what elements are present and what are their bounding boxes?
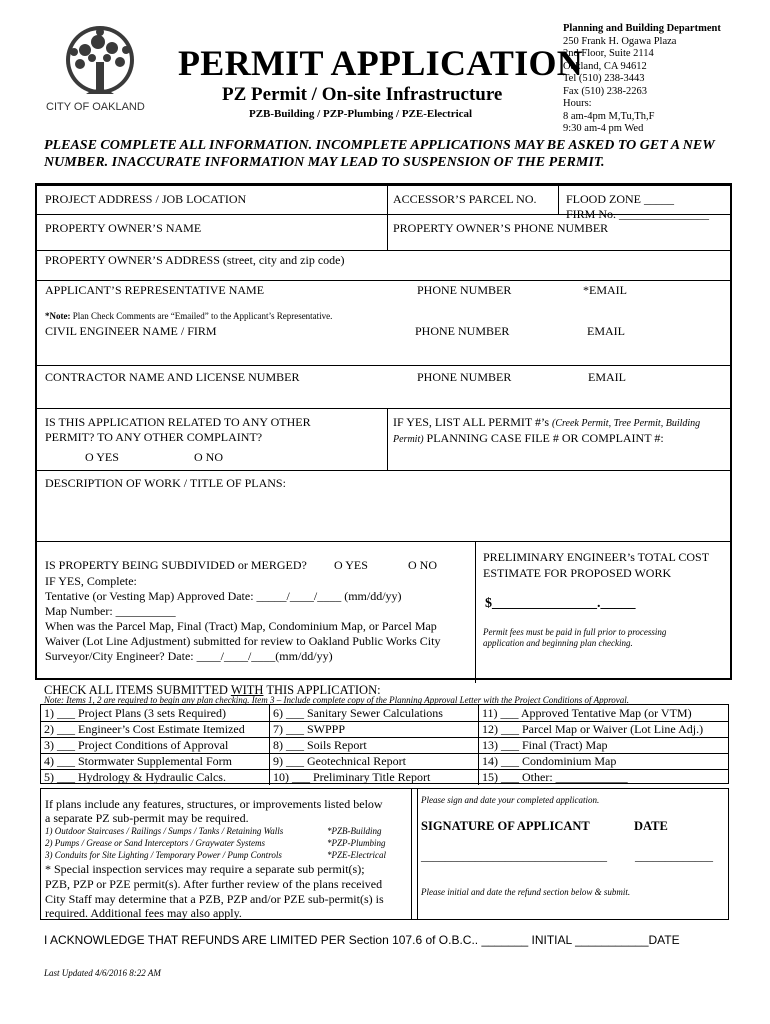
special-inspection-note: required. Additional fees may also apply. xyxy=(45,906,242,920)
date-label: DATE xyxy=(634,819,668,833)
sign-instruction: Please sign and date your completed application. xyxy=(421,795,600,805)
special-inspection-note: PZB, PZP or PZE permit(s). After further review of the plans received xyxy=(45,877,383,891)
rep-note xyxy=(45,311,332,321)
checklist-item[interactable]: 4) ___ Stormwater Supplemental Form xyxy=(44,754,232,768)
city-label: CITY OF OAKLAND xyxy=(46,101,145,113)
special-inspection-note: City Staff may determine that a PZB, PZP and/or PZE sub-permit(s) is xyxy=(45,892,384,906)
permit-types: PZB-Building / PZP-Plumbing / PZE-Electrical xyxy=(249,108,473,120)
surveyor-date-field[interactable]: Surveyor/City Engineer? Date: ____/____/____(mm/dd/yy) xyxy=(45,649,333,663)
signature-label: SIGNATURE OF APPLICANT xyxy=(421,819,590,833)
page-subtitle: PZ Permit / On-site Infrastructure xyxy=(222,84,503,105)
dept-line: 250 Frank H. Ogawa Plaza xyxy=(563,35,677,47)
dept-line: 9:30 am-4 pm Wed xyxy=(563,123,644,134)
rep-name-field[interactable]: APPLICANT’S REPRESENTATIVE NAME xyxy=(45,283,265,297)
checklist-note: Note: Items 1, 2 are required to begin any plan checking. Item 3 – Include complete copy of the Planning Approval Letter with the Project Conditions of Approval. xyxy=(44,695,630,705)
flood-zone-field[interactable]: FLOOD ZONE _____ xyxy=(566,192,674,206)
description-field[interactable]: DESCRIPTION OF WORK / TITLE OF PLANS: xyxy=(45,476,286,490)
cost-note: Permit fees must be paid in full prior to processing xyxy=(483,627,667,637)
dept-line: Hours: xyxy=(563,98,592,109)
permit-form xyxy=(35,183,732,680)
date-line[interactable]: _____________ xyxy=(635,849,713,863)
rep-email-field[interactable]: *EMAIL xyxy=(583,283,627,297)
signature-section xyxy=(40,788,729,920)
related-list-label: IF YES, LIST ALL PERMIT #’s xyxy=(393,415,550,429)
contractor-phone-field[interactable]: PHONE NUMBER xyxy=(417,370,512,384)
related-question-2: PERMIT? TO ANY OTHER COMPLAINT? xyxy=(45,430,263,444)
related-question-1: IS THIS APPLICATION RELATED TO ANY OTHER xyxy=(45,415,311,429)
subpermit-type: *PZP-Plumbing xyxy=(327,838,386,848)
checklist-item[interactable]: 5) ___ Hydrology & Hydraulic Calcs. xyxy=(44,770,226,784)
subpermit-item: 2) Pumps / Grease or Sand Interceptors / Graywater Systems xyxy=(45,838,266,848)
related-permits-field[interactable] xyxy=(393,415,700,430)
dept-line: 8 am-4pm M,Tu,Th,F xyxy=(563,110,655,122)
checklist-item[interactable]: 10) ___ Preliminary Title Report xyxy=(273,770,431,784)
contractor-name-field[interactable]: CONTRACTOR NAME AND LICENSE NUMBER xyxy=(45,370,300,384)
engineer-email-field[interactable]: EMAIL xyxy=(587,324,625,338)
refund-acknowledgement[interactable]: I ACKNOWLEDGE THAT REFUNDS ARE LIMITED PER Section 107.6 of O.B.C.. _______ INITIAL ___________DATE xyxy=(44,933,680,947)
dept-line: Tel (510) 238-3443 xyxy=(563,73,645,84)
subpermit-intro: If plans include any features, structures, or improvements listed below xyxy=(45,797,383,811)
cost-note: application and beginning plan checking. xyxy=(483,638,633,648)
checklist-item[interactable]: 13) ___ Final (Tract) Map xyxy=(482,738,608,752)
checklist-item[interactable]: 3) ___ Project Conditions of Approval xyxy=(44,738,229,752)
checklist-item[interactable]: 12) ___ Parcel Map or Waiver (Lot Line Adj.) xyxy=(482,722,704,736)
checklist-item[interactable]: 11) ___ Approved Tentative Map (or VTM) xyxy=(482,706,692,720)
engineer-phone-field[interactable]: PHONE NUMBER xyxy=(415,324,510,338)
related-list-hint2: Permit) xyxy=(393,434,424,445)
rep-phone-field[interactable]: PHONE NUMBER xyxy=(417,283,512,297)
dept-line: 2nd Floor, Suite 2114 xyxy=(563,48,654,59)
owner-name-field[interactable]: PROPERTY OWNER’S NAME xyxy=(45,221,202,235)
checklist-item[interactable]: 9) ___ Geotechnical Report xyxy=(273,754,406,768)
department-info xyxy=(563,23,721,136)
instructions: PLEASE COMPLETE ALL INFORMATION. INCOMPLETE APPLICATIONS MAY BE ASKED TO GET A NEW NUMBER. INACCURATE INFORMATION MAY LEAD TO SUSPENSION OF THE PERMIT. xyxy=(44,138,715,170)
subdivided-no-radio[interactable]: O NO xyxy=(408,558,437,572)
map-number-field[interactable]: Map Number: __________ xyxy=(45,604,176,618)
firm-no-field[interactable]: FIRM No. _______________ xyxy=(566,207,710,221)
subdivided-line: IF YES, Complete: xyxy=(45,574,137,588)
subpermit-item: 1) Outdoor Staircases / Railings / Sumps / Tanks / Retaining Walls xyxy=(45,826,284,836)
subdivided-yes-radio[interactable]: O YES xyxy=(334,558,368,572)
project-address-field[interactable]: PROJECT ADDRESS / JOB LOCATION xyxy=(45,192,247,206)
owner-address-field[interactable]: PROPERTY OWNER’S ADDRESS (street, city and zip code) xyxy=(45,253,345,267)
tentative-map-date-field[interactable]: Tentative (or Vesting Map) Approved Date: _____/____/____ (mm/dd/yy) xyxy=(45,589,402,603)
checklist-item[interactable]: 2) ___ Engineer’s Cost Estimate Itemized xyxy=(44,722,245,736)
subdivided-question: IS PROPERTY BEING SUBDIVIDED or MERGED? xyxy=(45,558,307,572)
dept-line: Fax (510) 238-2263 xyxy=(563,85,647,97)
cost-title: ESTIMATE FOR PROPOSED WORK xyxy=(483,566,672,580)
contractor-email-field[interactable]: EMAIL xyxy=(588,370,626,384)
last-updated: Last Updated 4/6/2016 8:22 AM xyxy=(44,968,161,978)
subdivided-line: When was the Parcel Map, Final (Tract) Map, Condominium Map, or Parcel Map xyxy=(45,619,437,633)
checklist-item[interactable]: 15) ___ Other: ____________ xyxy=(482,770,628,784)
checklist-table xyxy=(40,704,729,784)
subpermit-intro: a separate PZ sub-permit may be required. xyxy=(45,811,249,825)
checklist-item[interactable]: 14) ___ Condominium Map xyxy=(482,754,617,768)
owner-phone-field[interactable]: PROPERTY OWNER’S PHONE NUMBER xyxy=(393,221,609,235)
checklist-item[interactable]: 1) ___ Project Plans (3 sets Required) xyxy=(44,706,226,720)
parcel-no-field[interactable]: ACCESSOR’S PARCEL NO. xyxy=(393,192,537,206)
related-list-hint: (Creek Permit, Tree Permit, Building xyxy=(552,418,701,429)
signature-line[interactable]: _______________________________ xyxy=(421,849,607,863)
related-no-radio[interactable]: O NO xyxy=(194,450,223,464)
rep-note-text: Plan Check Comments are “Emailed” to the Applicant’s Representative. xyxy=(72,311,333,321)
cost-title: PRELIMINARY ENGINEER’s TOTAL COST xyxy=(483,550,710,564)
checklist-heading-pre: CHECK ALL ITEMS SUBMITTED xyxy=(44,683,231,697)
checklist-item[interactable]: 8) ___ Soils Report xyxy=(273,738,367,752)
refund-note: Please initial and date the refund section below & submit. xyxy=(421,887,631,897)
rep-note-label: *Note: xyxy=(45,311,71,321)
subpermit-item: 3) Conduits for Site Lighting / Temporary Power / Pump Controls xyxy=(45,850,282,860)
special-inspection-note: * Special inspection services may require a separate sub permit(s); xyxy=(45,862,365,876)
engineer-name-field[interactable]: CIVIL ENGINEER NAME / FIRM xyxy=(45,324,217,338)
checklist-heading-post: THIS APPLICATION: xyxy=(263,683,381,697)
checklist-item[interactable]: 7) ___ SWPPP xyxy=(273,722,346,736)
subpermit-type: *PZB-Building xyxy=(327,826,382,836)
subdivided-line: Waiver (Lot Line Adjustment) submitted for review to Oakland Public Works City xyxy=(45,634,441,648)
related-yes-radio[interactable]: O YES xyxy=(85,450,119,464)
related-case-field[interactable] xyxy=(393,431,664,446)
oak-tree-logo xyxy=(40,20,160,120)
cost-estimate-field[interactable]: $_______________._____ xyxy=(485,596,636,611)
department-name: Planning and Building Department xyxy=(563,23,721,34)
related-case-label: PLANNING CASE FILE # OR COMPLAINT #: xyxy=(426,431,664,445)
subpermit-type: *PZE-Electrical xyxy=(327,850,386,860)
dept-line: Oakland, CA 94612 xyxy=(563,60,647,72)
page-title: PERMIT APPLICATION xyxy=(178,43,584,83)
checklist-item[interactable]: 6) ___ Sanitary Sewer Calculations xyxy=(273,706,443,720)
checklist-heading-with: WITH xyxy=(230,683,264,697)
